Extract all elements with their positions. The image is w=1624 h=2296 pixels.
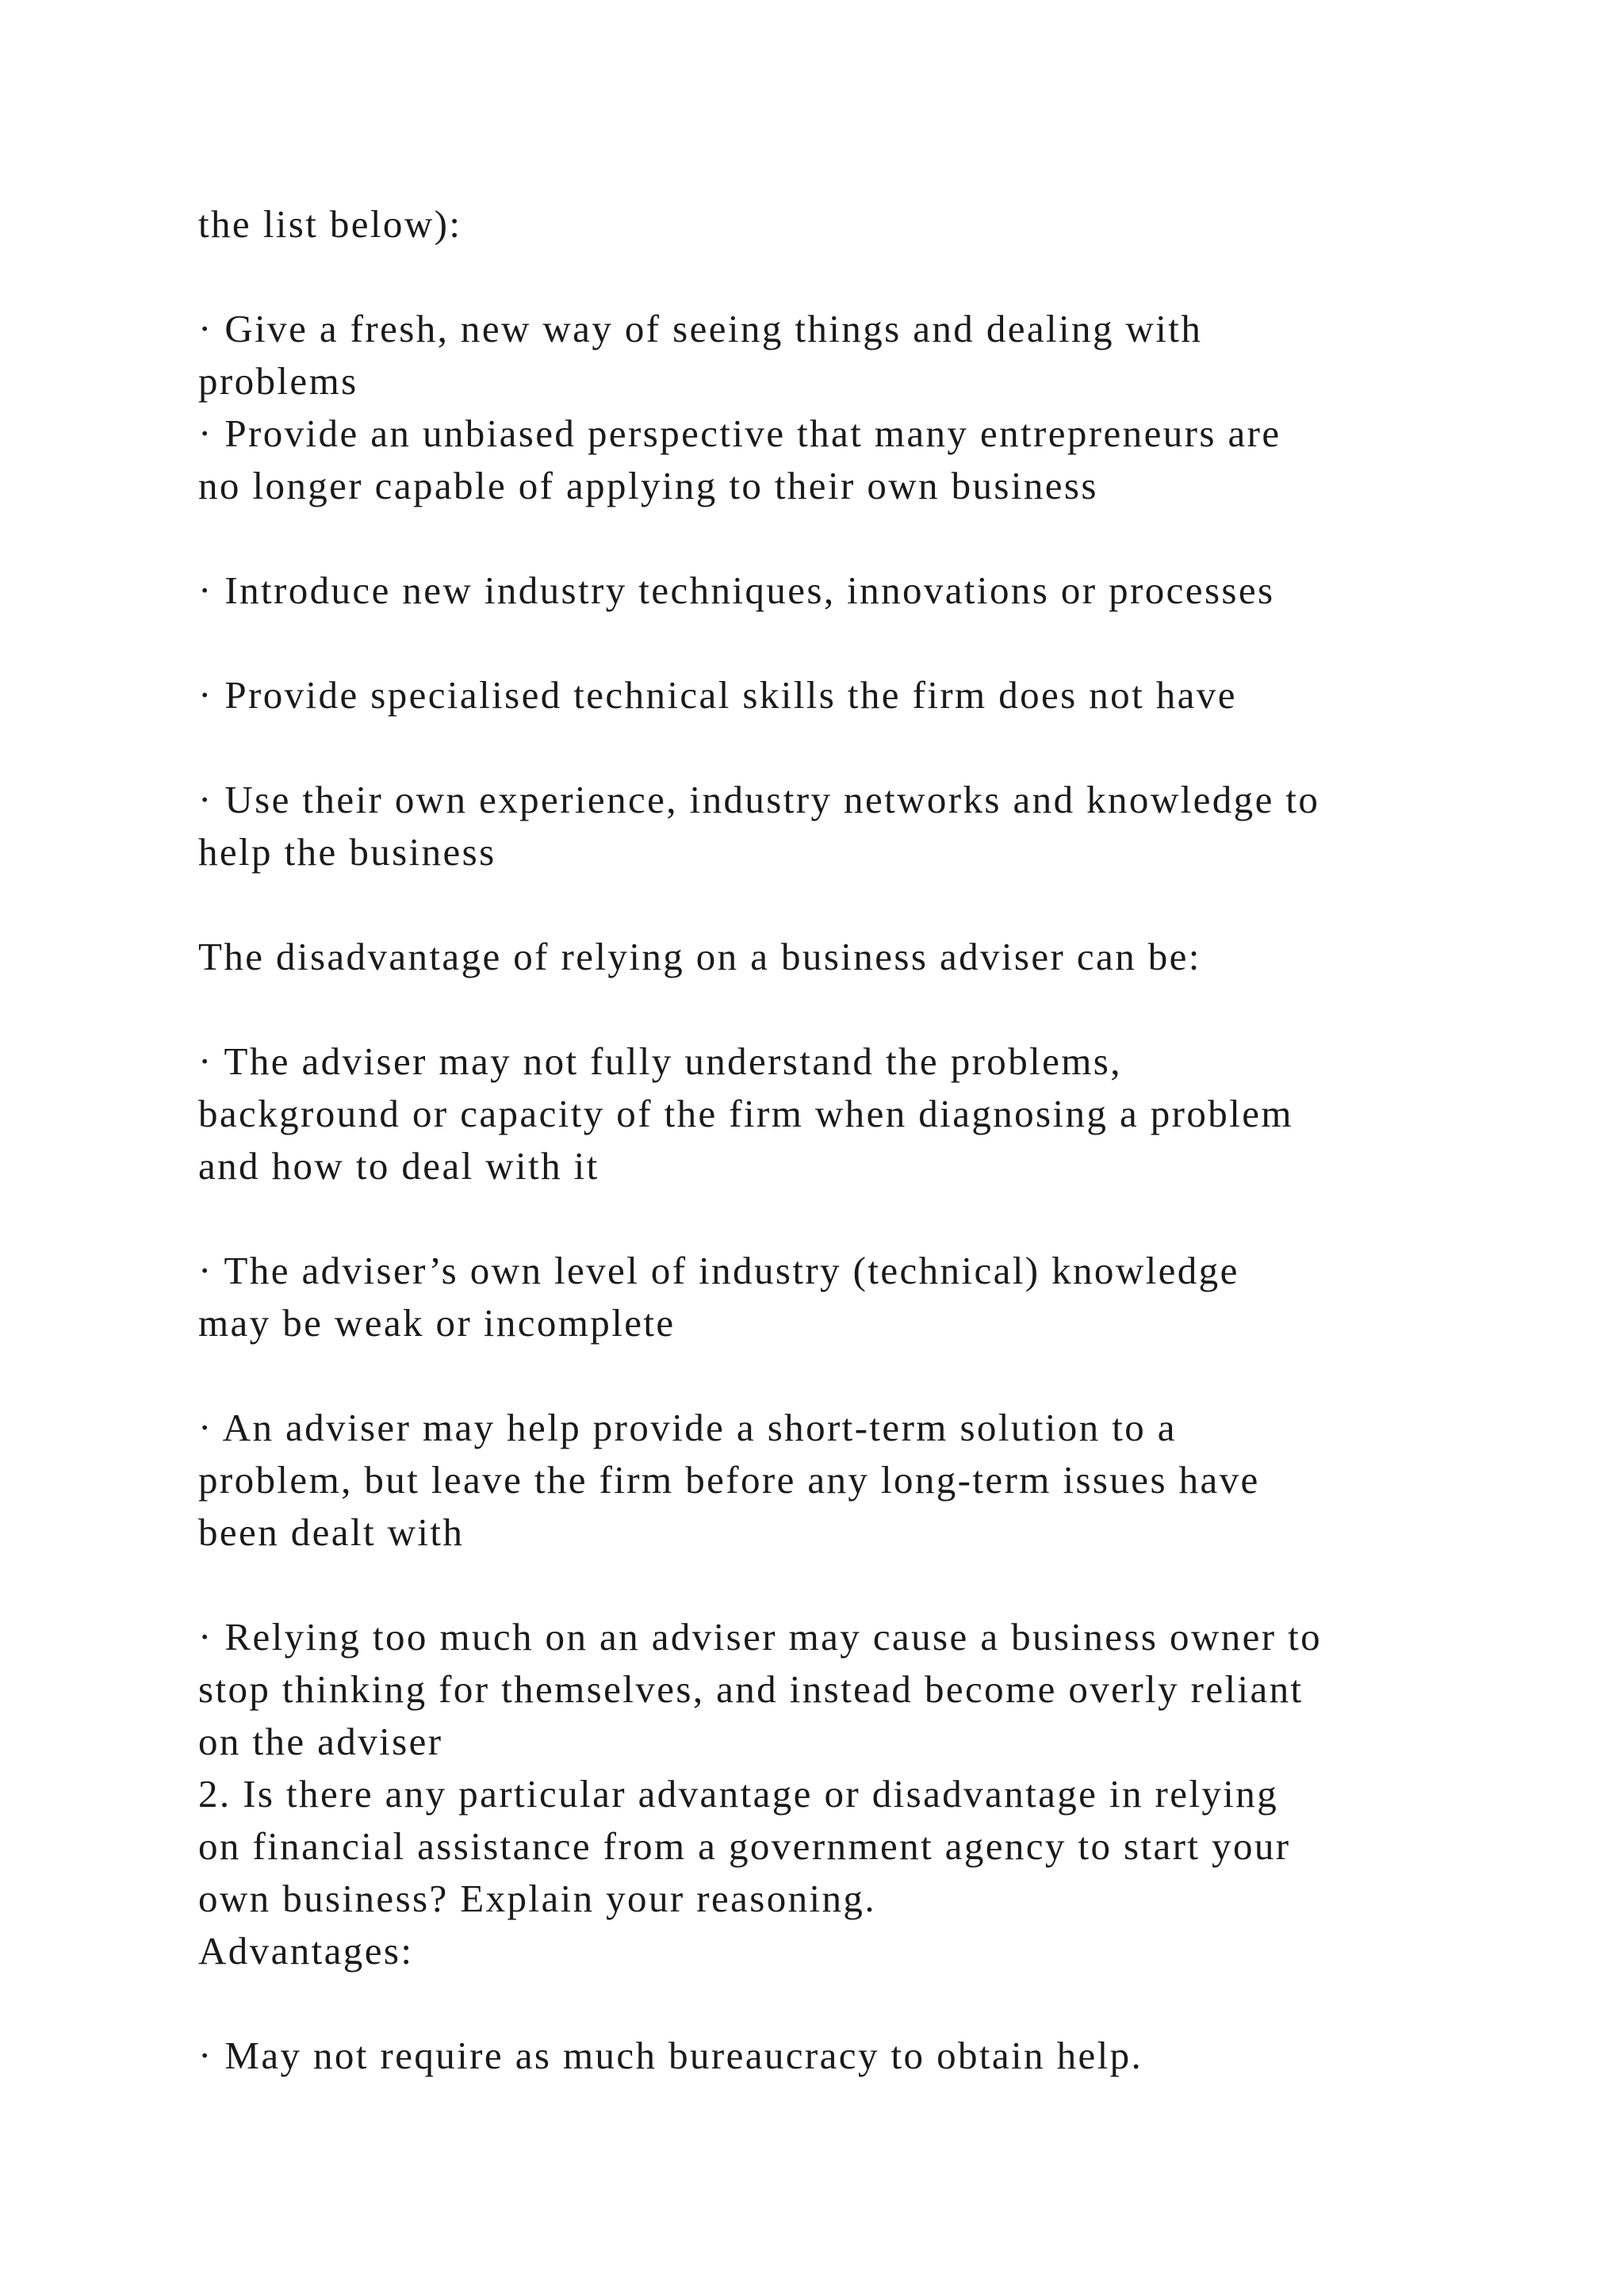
text-line: own business? Explain your reasoning. (198, 1877, 876, 1920)
text-line: and how to deal with it (198, 1144, 599, 1188)
bullet-line: · An adviser may help provide a short-term solution to a (198, 1406, 1177, 1449)
blank-line (198, 1559, 1435, 1611)
text-line: problems (198, 359, 358, 403)
blank-line (198, 1349, 1435, 1402)
question-line: 2. Is there any particular advantage or disadvantage in relying (198, 1772, 1279, 1816)
bullet-line: · Relying too much on an adviser may cause a business owner to (198, 1615, 1323, 1659)
blank-line (198, 983, 1435, 1035)
text-line: may be weak or incomplete (198, 1301, 676, 1345)
bullet-line: · Provide an unbiased perspective that many entrepreneurs are (198, 411, 1281, 455)
blank-line (198, 512, 1435, 564)
text-line: problem, but leave the firm before any long-term issues have (198, 1458, 1260, 1502)
section-heading: The disadvantage of relying on a business adviser can be: (198, 935, 1201, 978)
text-line: been dealt with (198, 1510, 465, 1554)
text-line: stop thinking for themselves, and instead become overly reliant (198, 1667, 1304, 1711)
blank-line (198, 617, 1435, 669)
text-line: on the adviser (198, 1720, 443, 1763)
bullet-line: · Give a fresh, new way of seeing things and dealing with (198, 307, 1203, 350)
blank-line (198, 1192, 1435, 1245)
blank-line (198, 251, 1435, 303)
bullet-line: · The adviser may not fully understand the problems, (198, 1039, 1122, 1083)
blank-line (198, 1977, 1435, 2030)
text-line: no longer capable of applying to their own business (198, 464, 1098, 507)
blank-line (198, 878, 1435, 931)
bullet-line: · Introduce new industry techniques, innovations or processes (198, 568, 1275, 612)
text-line: the list below): (198, 202, 462, 246)
bullet-line: · Provide specialised technical skills the firm does not have (198, 673, 1237, 717)
text-line: on financial assistance from a government agency to start your (198, 1824, 1291, 1868)
bullet-line: · May not require as much bureaucracy to obtain help. (198, 2034, 1143, 2077)
bullet-line: · The adviser’s own level of industry (technical) knowledge (198, 1249, 1239, 1292)
bullet-line: · Use their own experience, industry networks and knowledge to (198, 778, 1320, 821)
text-line: help the business (198, 830, 496, 874)
document-page (198, 198, 1435, 2082)
blank-line (198, 721, 1435, 774)
section-heading: Advantages: (198, 1929, 414, 1973)
text-line: background or capacity of the firm when diagnosing a problem (198, 1092, 1293, 1135)
